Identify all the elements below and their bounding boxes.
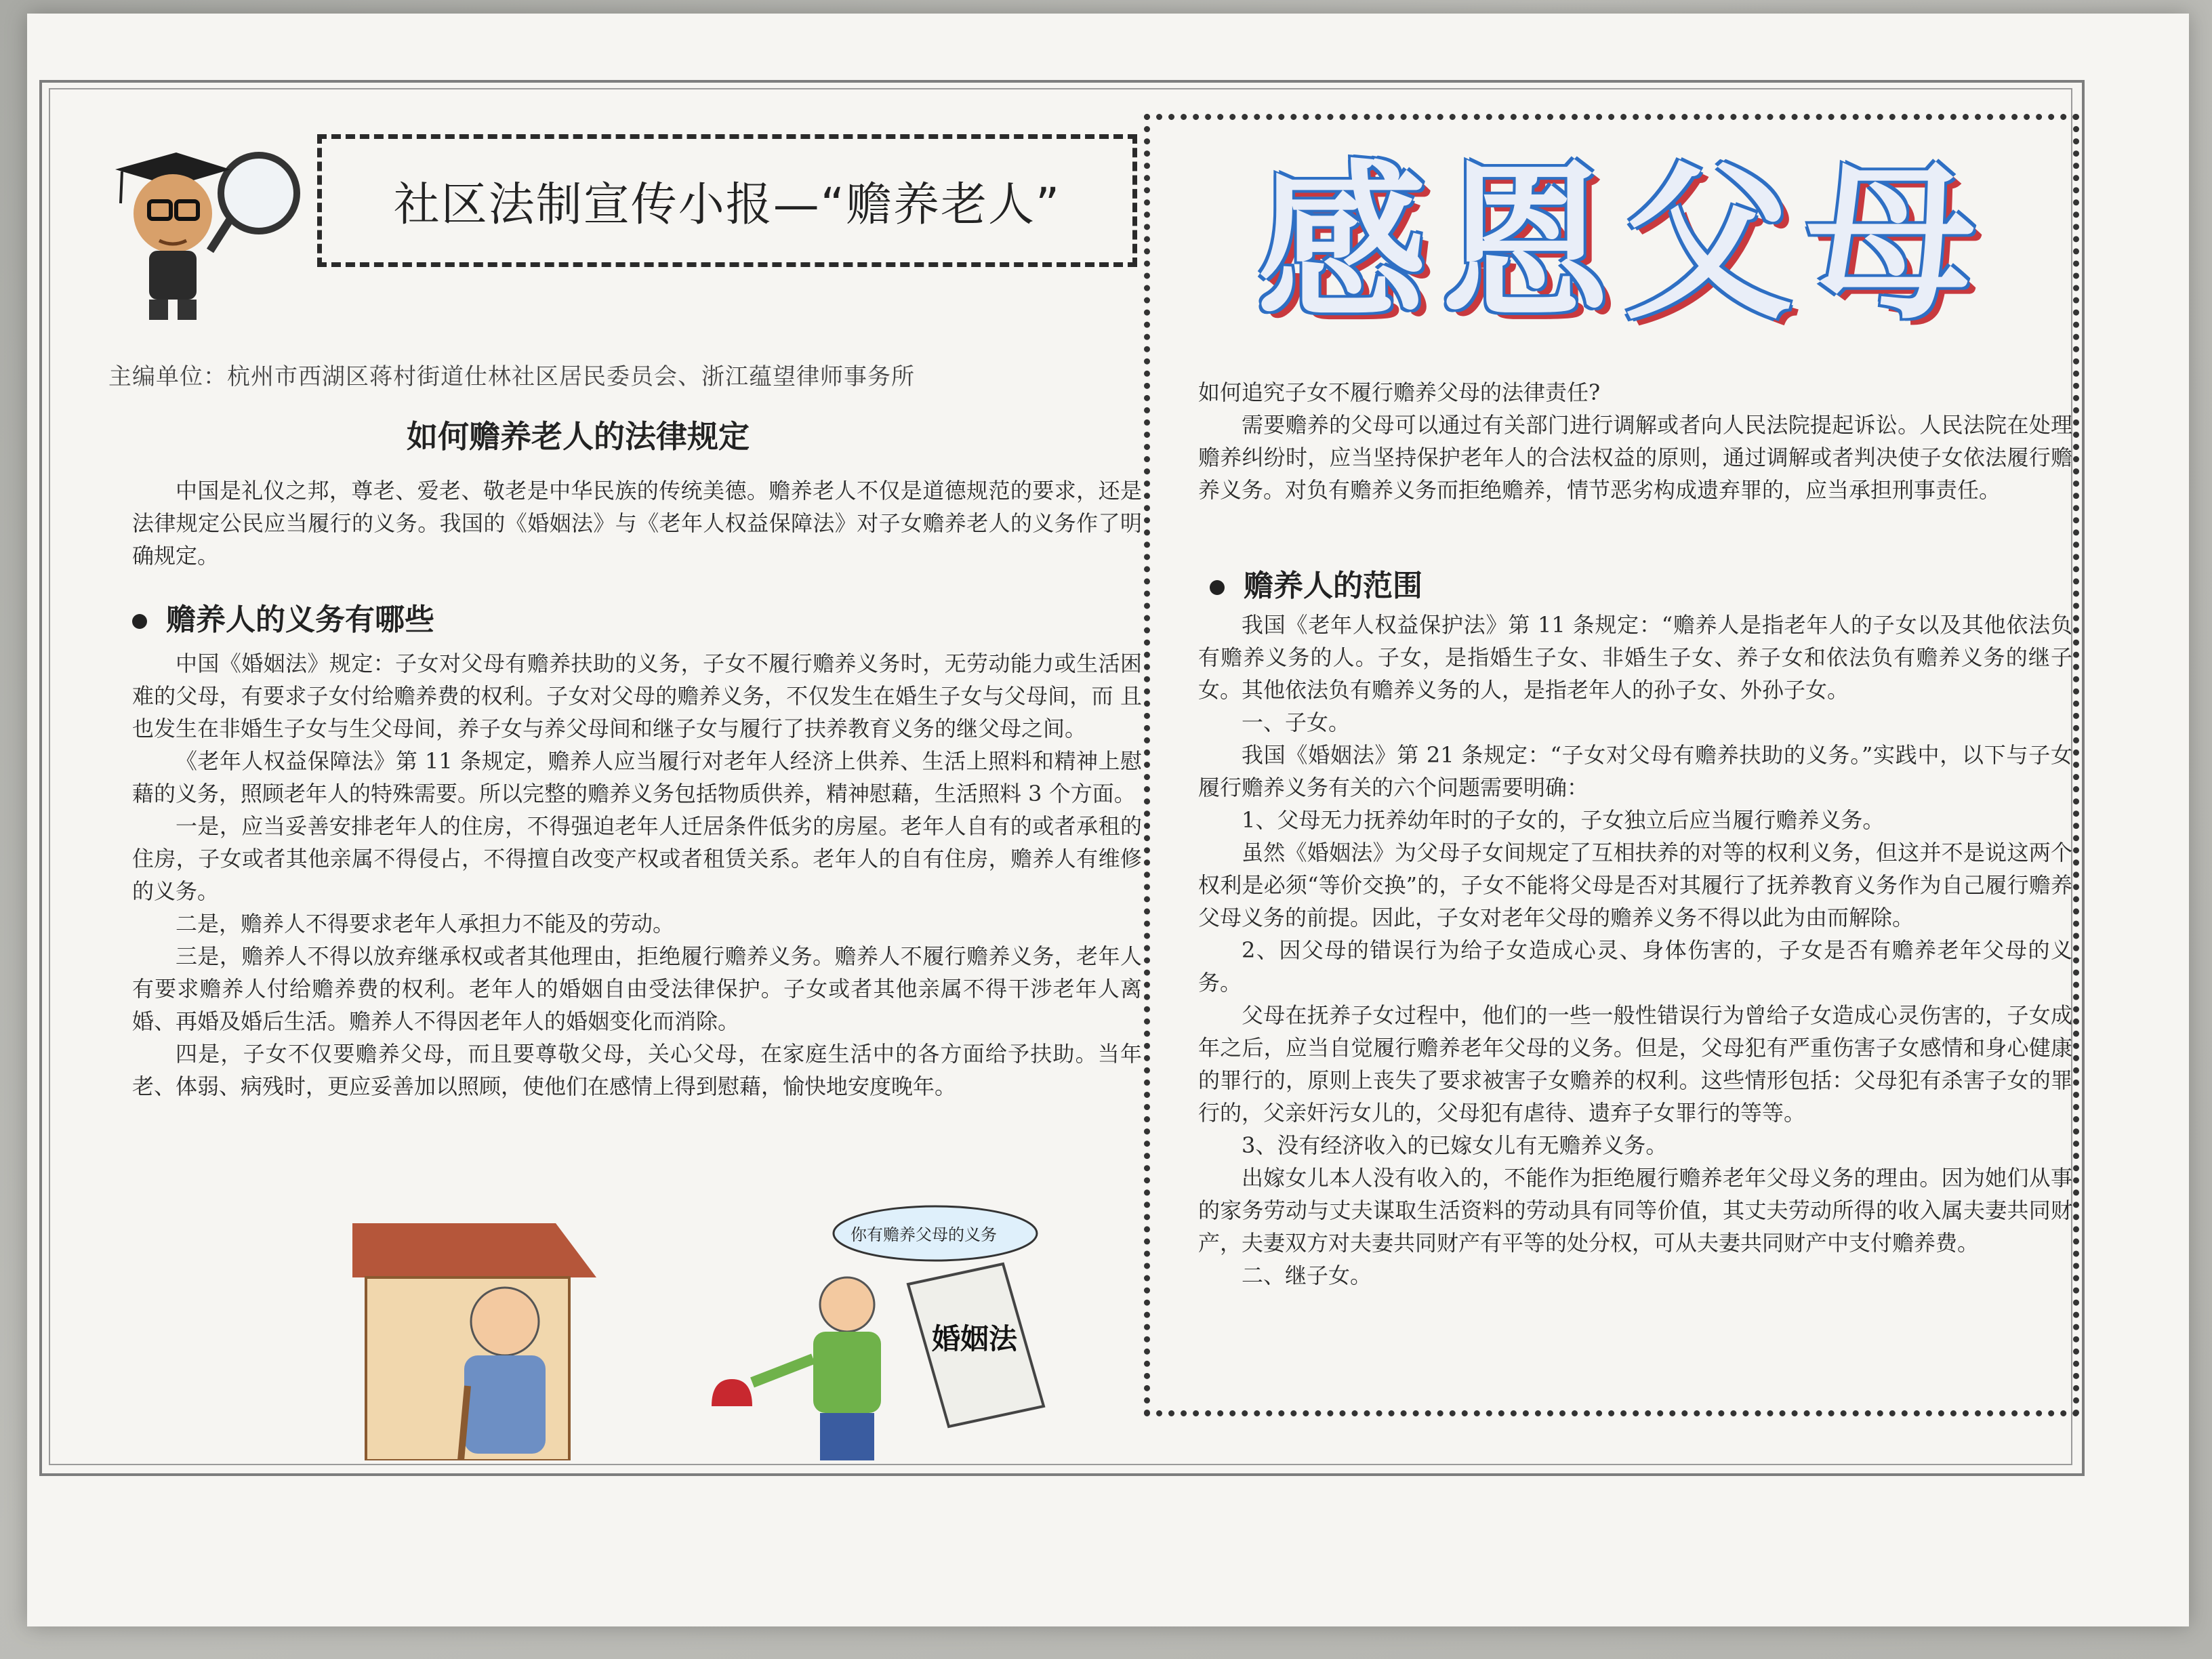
bullet-icon bbox=[132, 614, 147, 629]
editor-line: 主编单位：杭州市西湖区蒋村街道仕林社区居民委员会、浙江蕴望律师事务所 bbox=[108, 363, 915, 390]
left-paragraph: 《老年人权益保障法》第 11 条规定，赡养人应当履行对老年人经济上供养、生活上照料和精神上慰藉的义务，照顾老年人的特殊需要。所以完整的赡养义务包括物质供养，精神慰藉，生活照料 3 个方面。 bbox=[132, 748, 1142, 806]
section2-title: 赡养人的范围 bbox=[1244, 569, 1422, 603]
graduate-mascot-icon bbox=[102, 139, 305, 322]
newsletter-title-box bbox=[317, 134, 1137, 267]
right-paragraph: 3、没有经济收入的已嫁女儿有无赡养义务。 bbox=[1242, 1132, 1668, 1158]
right-question: 如何追究子女不履行赡养父母的法律责任? bbox=[1198, 380, 1601, 405]
intro-paragraph: 中国是礼仪之邦，尊老、爱老、敬老是中华民族的传统美德。赡养老人不仅是道德规范的要求，还是法律规定公民应当履行的义务。我国的《婚姻法》与《老年人权益保障法》对子女赡养老人的义务作了明确规定。 bbox=[132, 478, 1142, 569]
right-paragraph: 2、因父母的错误行为给子女造成心灵、身体伤害的，子女是否有赡养老年父母的义务。 bbox=[1198, 937, 2072, 996]
right-paragraph: 父母在抚养子女过程中，他们的一些一般性错误行为曾给子女造成心灵伤害的，子女成年之后，应当自觉履行赡养老年父母的义务。但是，父母犯有严重伤害子女感情和身心健康的罪行的，原则上丧失了要求被害子女赡养的权利。这些情形包括：父母犯有杀害子女的罪行的，父亲奸污女儿的，父母犯有虐待、遗弃子女罪行的等等。 bbox=[1198, 1002, 2072, 1126]
right-intro bbox=[1198, 376, 2072, 506]
left-paragraph: 中国《婚姻法》规定：子女对父母有赡养扶助的义务，子女不履行赡养义务时，无劳动能力或生活困难的父母，有要求子女付给赡养费的权利。子女对父母的赡养义务，不仅发生在婚生子女与父母间，而 且也发生在非婚生子女与生父母间，养子女与养父母间和继子女与履行了扶养教育义务的继父母之间。 bbox=[132, 651, 1142, 741]
section1-title: 赡养人的义务有哪些 bbox=[166, 602, 434, 637]
right-paragraph: 1、父母无力抚养幼年时的子女的，子女独立后应当履行赡养义务。 bbox=[1242, 807, 1885, 833]
right-paragraph: 虽然《婚姻法》为父母子女间规定了互相扶养的对等的权利义务，但这并不是说这两个权利是必须“等价交换”的，子女不能将父母是否对其履行了抚养教育义务作为自己履行赡养父母义务的前提。因此，子女对老年父母的赡养义务不得以此为由而解除。 bbox=[1198, 840, 2072, 930]
section2-heading bbox=[1210, 561, 1422, 605]
left-body bbox=[132, 647, 1142, 1103]
right-paragraph: 二、继子女。 bbox=[1242, 1263, 1372, 1288]
right-body bbox=[1198, 609, 2072, 1292]
cartoon-illustration bbox=[352, 1203, 1125, 1460]
section1-heading bbox=[132, 595, 434, 638]
left-paragraph: 三是，赡养人不得以放弃继承权或者其他理由，拒绝履行赡养义务。赡养人不履行赡养义务，老年人有要求赡养人付给赡养费的权利。老年人的婚姻自由受法律保护。子女或者其他亲属不得干涉老年人离婚、再婚及婚后生活。赡养人不得因老年人的婚姻变化而消除。 bbox=[132, 943, 1142, 1034]
left-paragraph: 二是，赡养人不得要求老年人承担力不能及的劳动。 bbox=[176, 911, 675, 937]
left-paragraph: 一是，应当妥善安排老年人的住房，不得强迫老年人迁居条件低劣的房屋。老年人自有的或者承租的住房，子女或者其他亲属不得侵占，不得擅自改变产权或者租赁关系。老年人的自有住房，赡养人有维修的义务。 bbox=[132, 813, 1142, 904]
right-paragraph: 我国《老年人权益保护法》第 11 条规定：“赡养人是指老年人的子女以及其他依法负有赡养义务的人。子女，是指婚生子女、非婚生子女、养子女和依法负有赡养义务的继子女。其他依法负有赡养义务的人，是指老年人的孙子女、外孙子女。 bbox=[1198, 612, 2072, 703]
right-paragraph: 我国《婚姻法》第 21 条规定：“子女对父母有赡养扶助的义务。”实践中，以下与子女履行赡养义务有关的六个问题需要明确： bbox=[1198, 742, 2072, 800]
right-paragraph: 出嫁女儿本人没有收入的，不能作为拒绝履行赡养老年父母义务的理由。因为她们从事的家务劳动与丈夫谋取生活资料的劳动具有同等价值，其丈夫劳动所得的收入属夫妻共同财产，夫妻双方对夫妻共同财产有平等的处分权，可从夫妻共同财产中支付赡养费。 bbox=[1198, 1165, 2072, 1256]
left-paragraph: 四是，子女不仅要赡养父母，而且要尊敬父母，关心父母，在家庭生活中的各方面给予扶助。当年老、体弱、病残时，更应妥善加以照顾，使他们在感情上得到慰藉，愉快地安度晚年。 bbox=[132, 1041, 1142, 1099]
right-answer: 需要赡养的父母可以通过有关部门进行调解或者向人民法院提起诉讼。人民法院在处理赡养纠纷时，应当坚持保护老年人的合法权益的原则，通过调解或者判决使子女依法履行赡养义务。对负有赡养义务而拒绝赡养，情节恶劣构成遗弃罪的，应当承担刑事责任。 bbox=[1198, 412, 2072, 503]
left-intro bbox=[132, 474, 1142, 572]
big-title: 感恩父母 bbox=[1257, 145, 1989, 342]
book-label: 婚姻法 bbox=[932, 1322, 1018, 1355]
newsletter-title: 社区法制宣传小报—“赡养老人” bbox=[393, 178, 1061, 232]
right-paragraph: 一、子女。 bbox=[1242, 710, 1351, 735]
bullet-icon bbox=[1210, 580, 1225, 595]
left-heading: 如何赡养老人的法律规定 bbox=[407, 418, 750, 455]
speech-bubble-text: 你有赡养父母的义务 bbox=[851, 1225, 997, 1244]
